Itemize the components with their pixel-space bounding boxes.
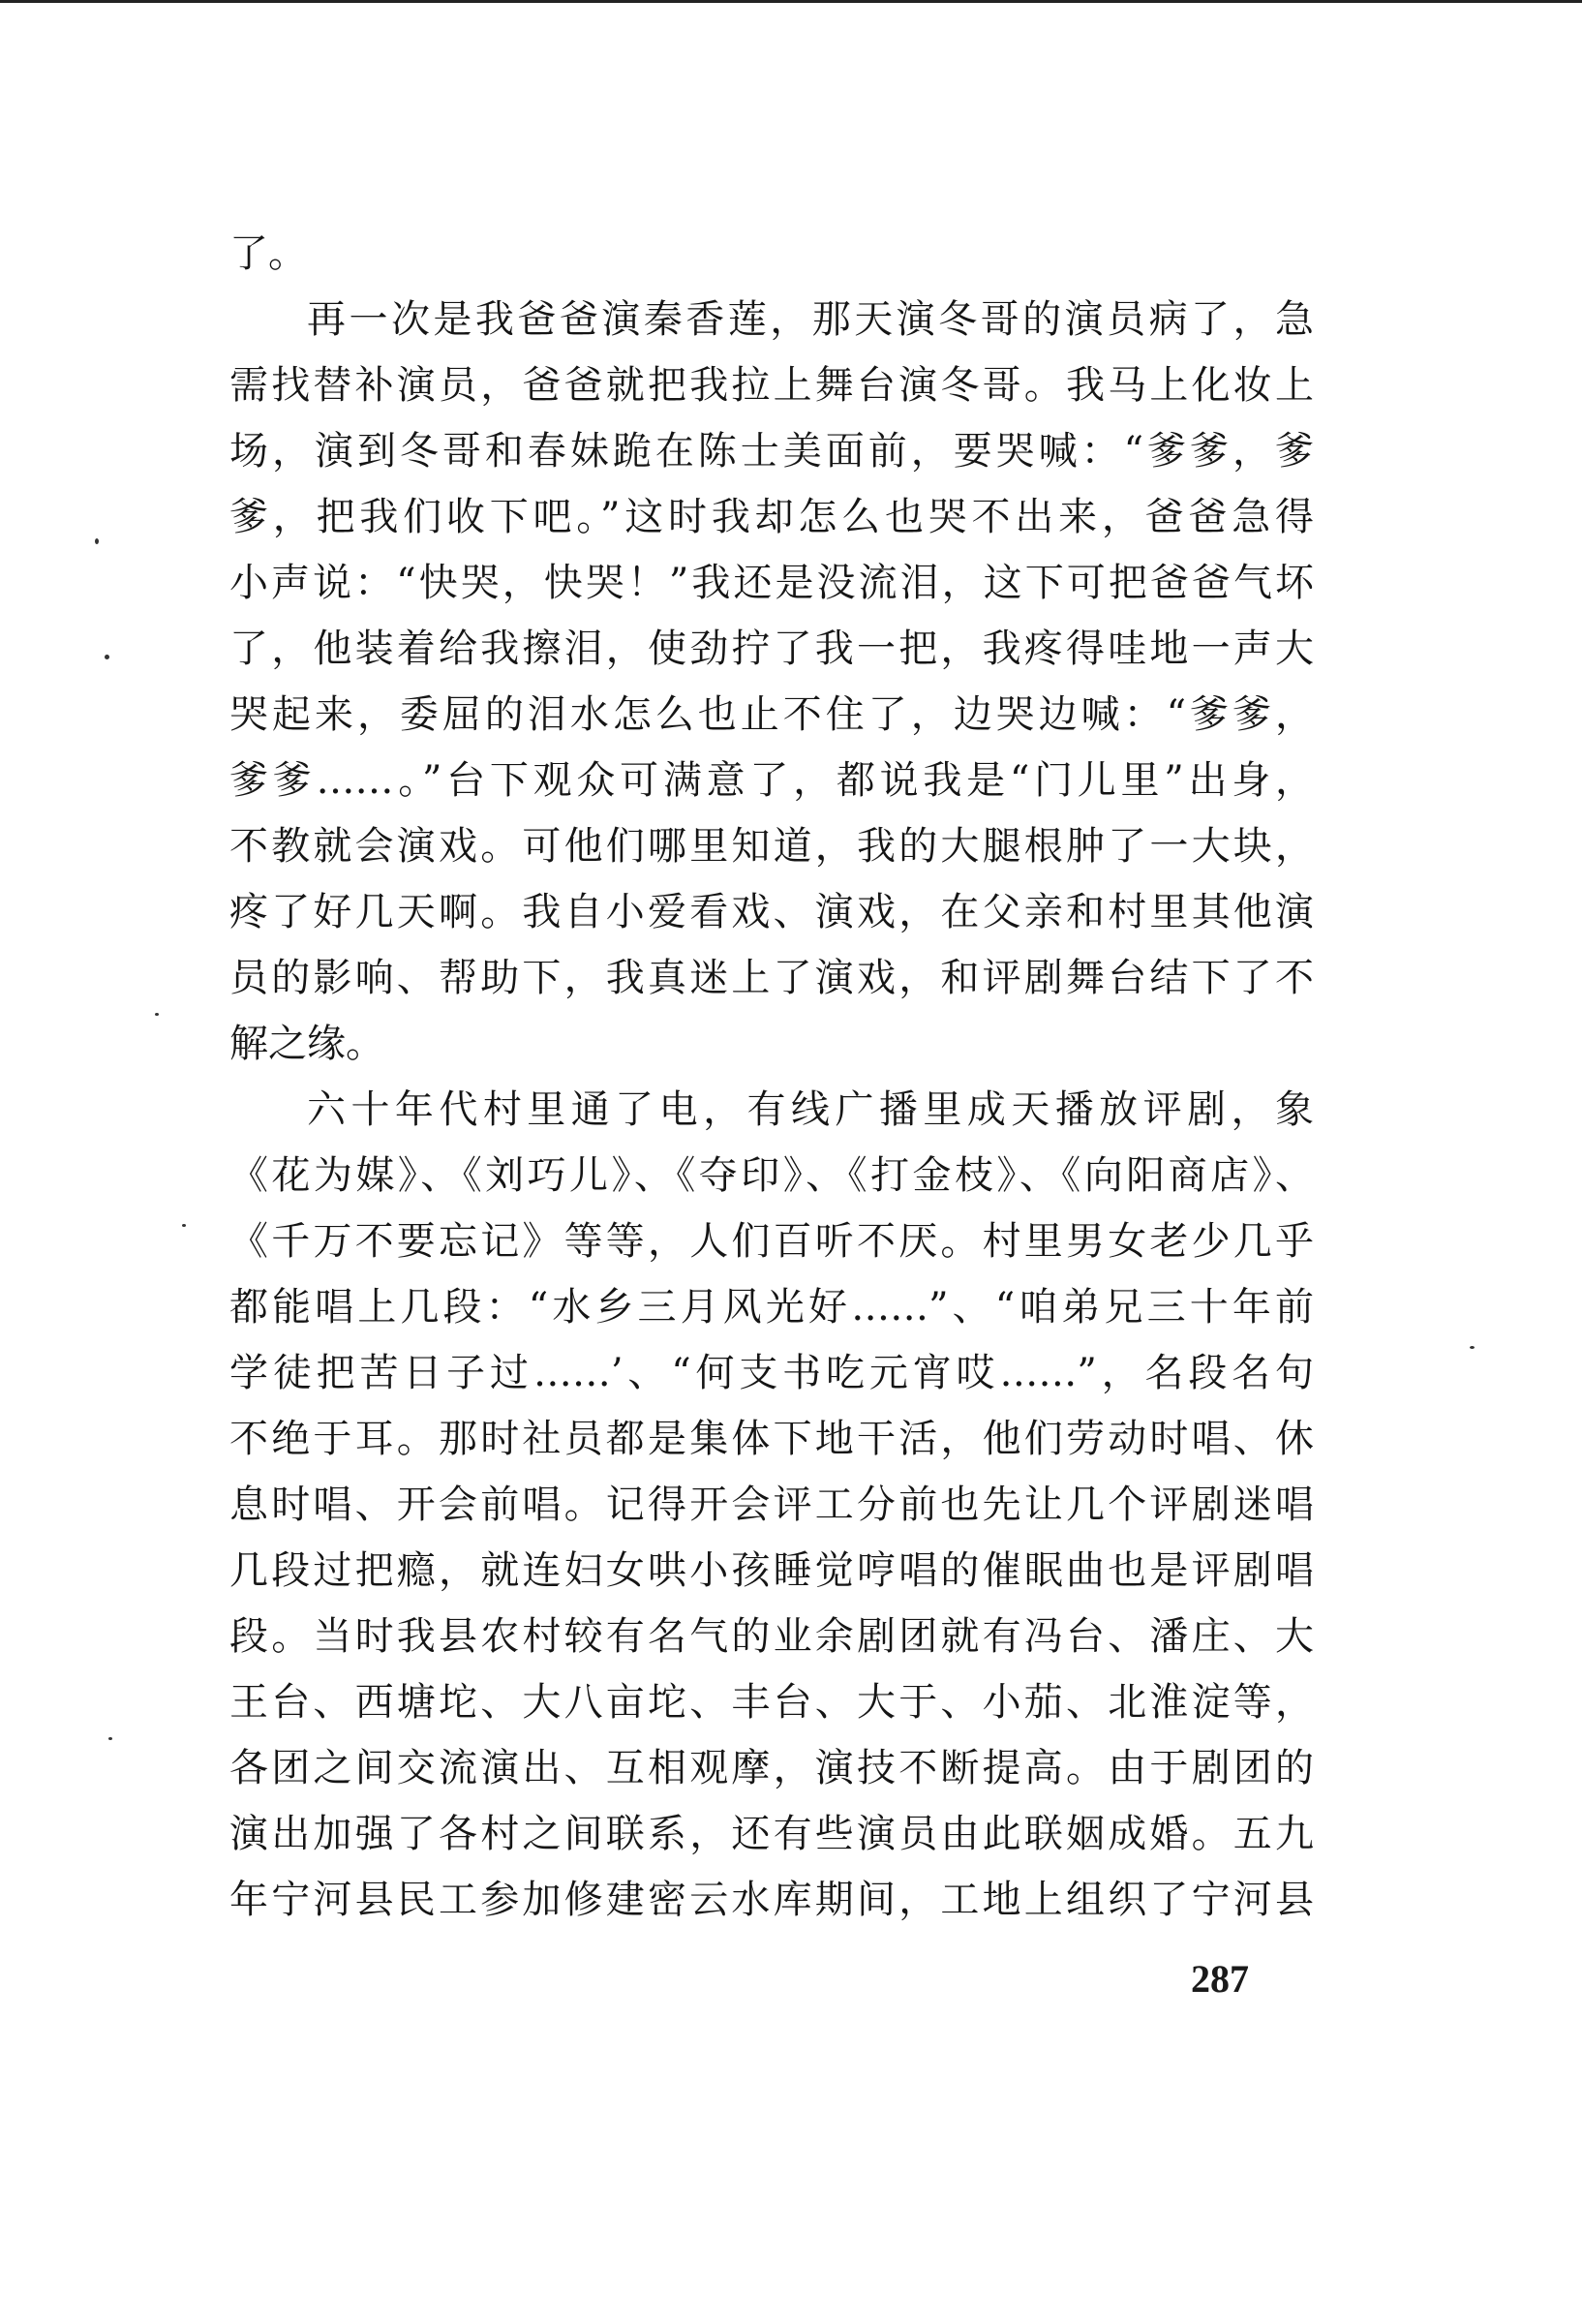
text-line: 学徒把苦日子过……’、“何支书吃元宵哎……”，名段名句 <box>229 1351 1314 1395</box>
text-line: 几段过把瘾，就连妇女哄小孩睡觉哼唱的催眠曲也是评剧唱 <box>229 1548 1314 1593</box>
text-line: 哭起来，委屈的泪水怎么也止不住了，边哭边喊：“爹爹， <box>229 692 1314 737</box>
text-line: 疼了好几天啊。我自小爱看戏、演戏，在父亲和村里其他演 <box>229 890 1314 934</box>
text-line: 再一次是我爸爸演秦香莲，那天演冬哥的演员病了，急 <box>307 297 1314 342</box>
text-line: 《千万不要忘记》等等，人们百听不厌。村里男女老少几乎 <box>229 1219 1314 1264</box>
scan-speck <box>105 655 109 659</box>
text-line: 了，他装着给我擦泪，使劲拧了我一把，我疼得哇地一声大 <box>229 627 1314 671</box>
text-line: 爹，把我们收下吧。”这时我却怎么也哭不出来，爸爸急得 <box>229 495 1314 539</box>
text-line: 员的影响、帮助下，我真迷上了演戏，和评剧舞台结下了不 <box>229 956 1314 1000</box>
top-border-rule <box>0 0 1582 3</box>
text-line: 都能唱上几段：“水乡三月风光好……”、“咱弟兄三十年前 <box>229 1285 1314 1330</box>
text-line: 爹爹……。”台下观众可满意了，都说我是“门儿里”出身， <box>229 758 1314 803</box>
page-body-text <box>229 221 1314 1933</box>
text-line: 六十年代村里通了电，有线广播里成天播放评剧，象 <box>307 1087 1314 1132</box>
page-number: 287 <box>1191 1957 1249 2001</box>
text-line: 需找替补演员，爸爸就把我拉上舞台演冬哥。我马上化妆上 <box>229 363 1314 408</box>
text-line: 小声说：“快哭，快哭！”我还是没流泪，这下可把爸爸气坏 <box>229 561 1314 605</box>
text-line: 不绝于耳。那时社员都是集体下地干活，他们劳动时唱、休 <box>229 1417 1314 1461</box>
scan-speck <box>155 1013 159 1016</box>
text-line: 了。 <box>229 231 307 276</box>
text-line: 《花为媒》、《刘巧儿》、《夺印》、《打金枝》、《向阳商店》、 <box>229 1153 1314 1198</box>
scan-speck <box>95 538 99 544</box>
scan-speck <box>1470 1346 1475 1349</box>
scan-speck <box>182 1224 186 1227</box>
text-line: 王台、西塘坨、大八亩坨、丰台、大于、小茄、北淮淀等， <box>229 1680 1314 1725</box>
text-line: 不教就会演戏。可他们哪里知道，我的大腿根肿了一大块， <box>229 824 1314 869</box>
text-line: 各团之间交流演出、互相观摩，演技不断提高。由于剧团的 <box>229 1746 1314 1790</box>
text-line: 解之缘。 <box>229 1022 384 1066</box>
text-line: 场，演到冬哥和春妹跪在陈士美面前，要哭喊：“爹爹，爹 <box>229 429 1314 474</box>
text-line: 息时唱、开会前唱。记得开会评工分前也先让几个评剧迷唱 <box>229 1483 1314 1527</box>
text-line: 段。当时我县农村较有名气的业余剧团就有冯台、潘庄、大 <box>229 1614 1314 1659</box>
text-line: 年宁河县民工参加修建密云水库期间，工地上组织了宁河县 <box>229 1878 1314 1922</box>
text-line: 演出加强了各村之间联系，还有些演员由此联姻成婚。五九 <box>229 1812 1314 1856</box>
scan-speck <box>108 1737 112 1740</box>
